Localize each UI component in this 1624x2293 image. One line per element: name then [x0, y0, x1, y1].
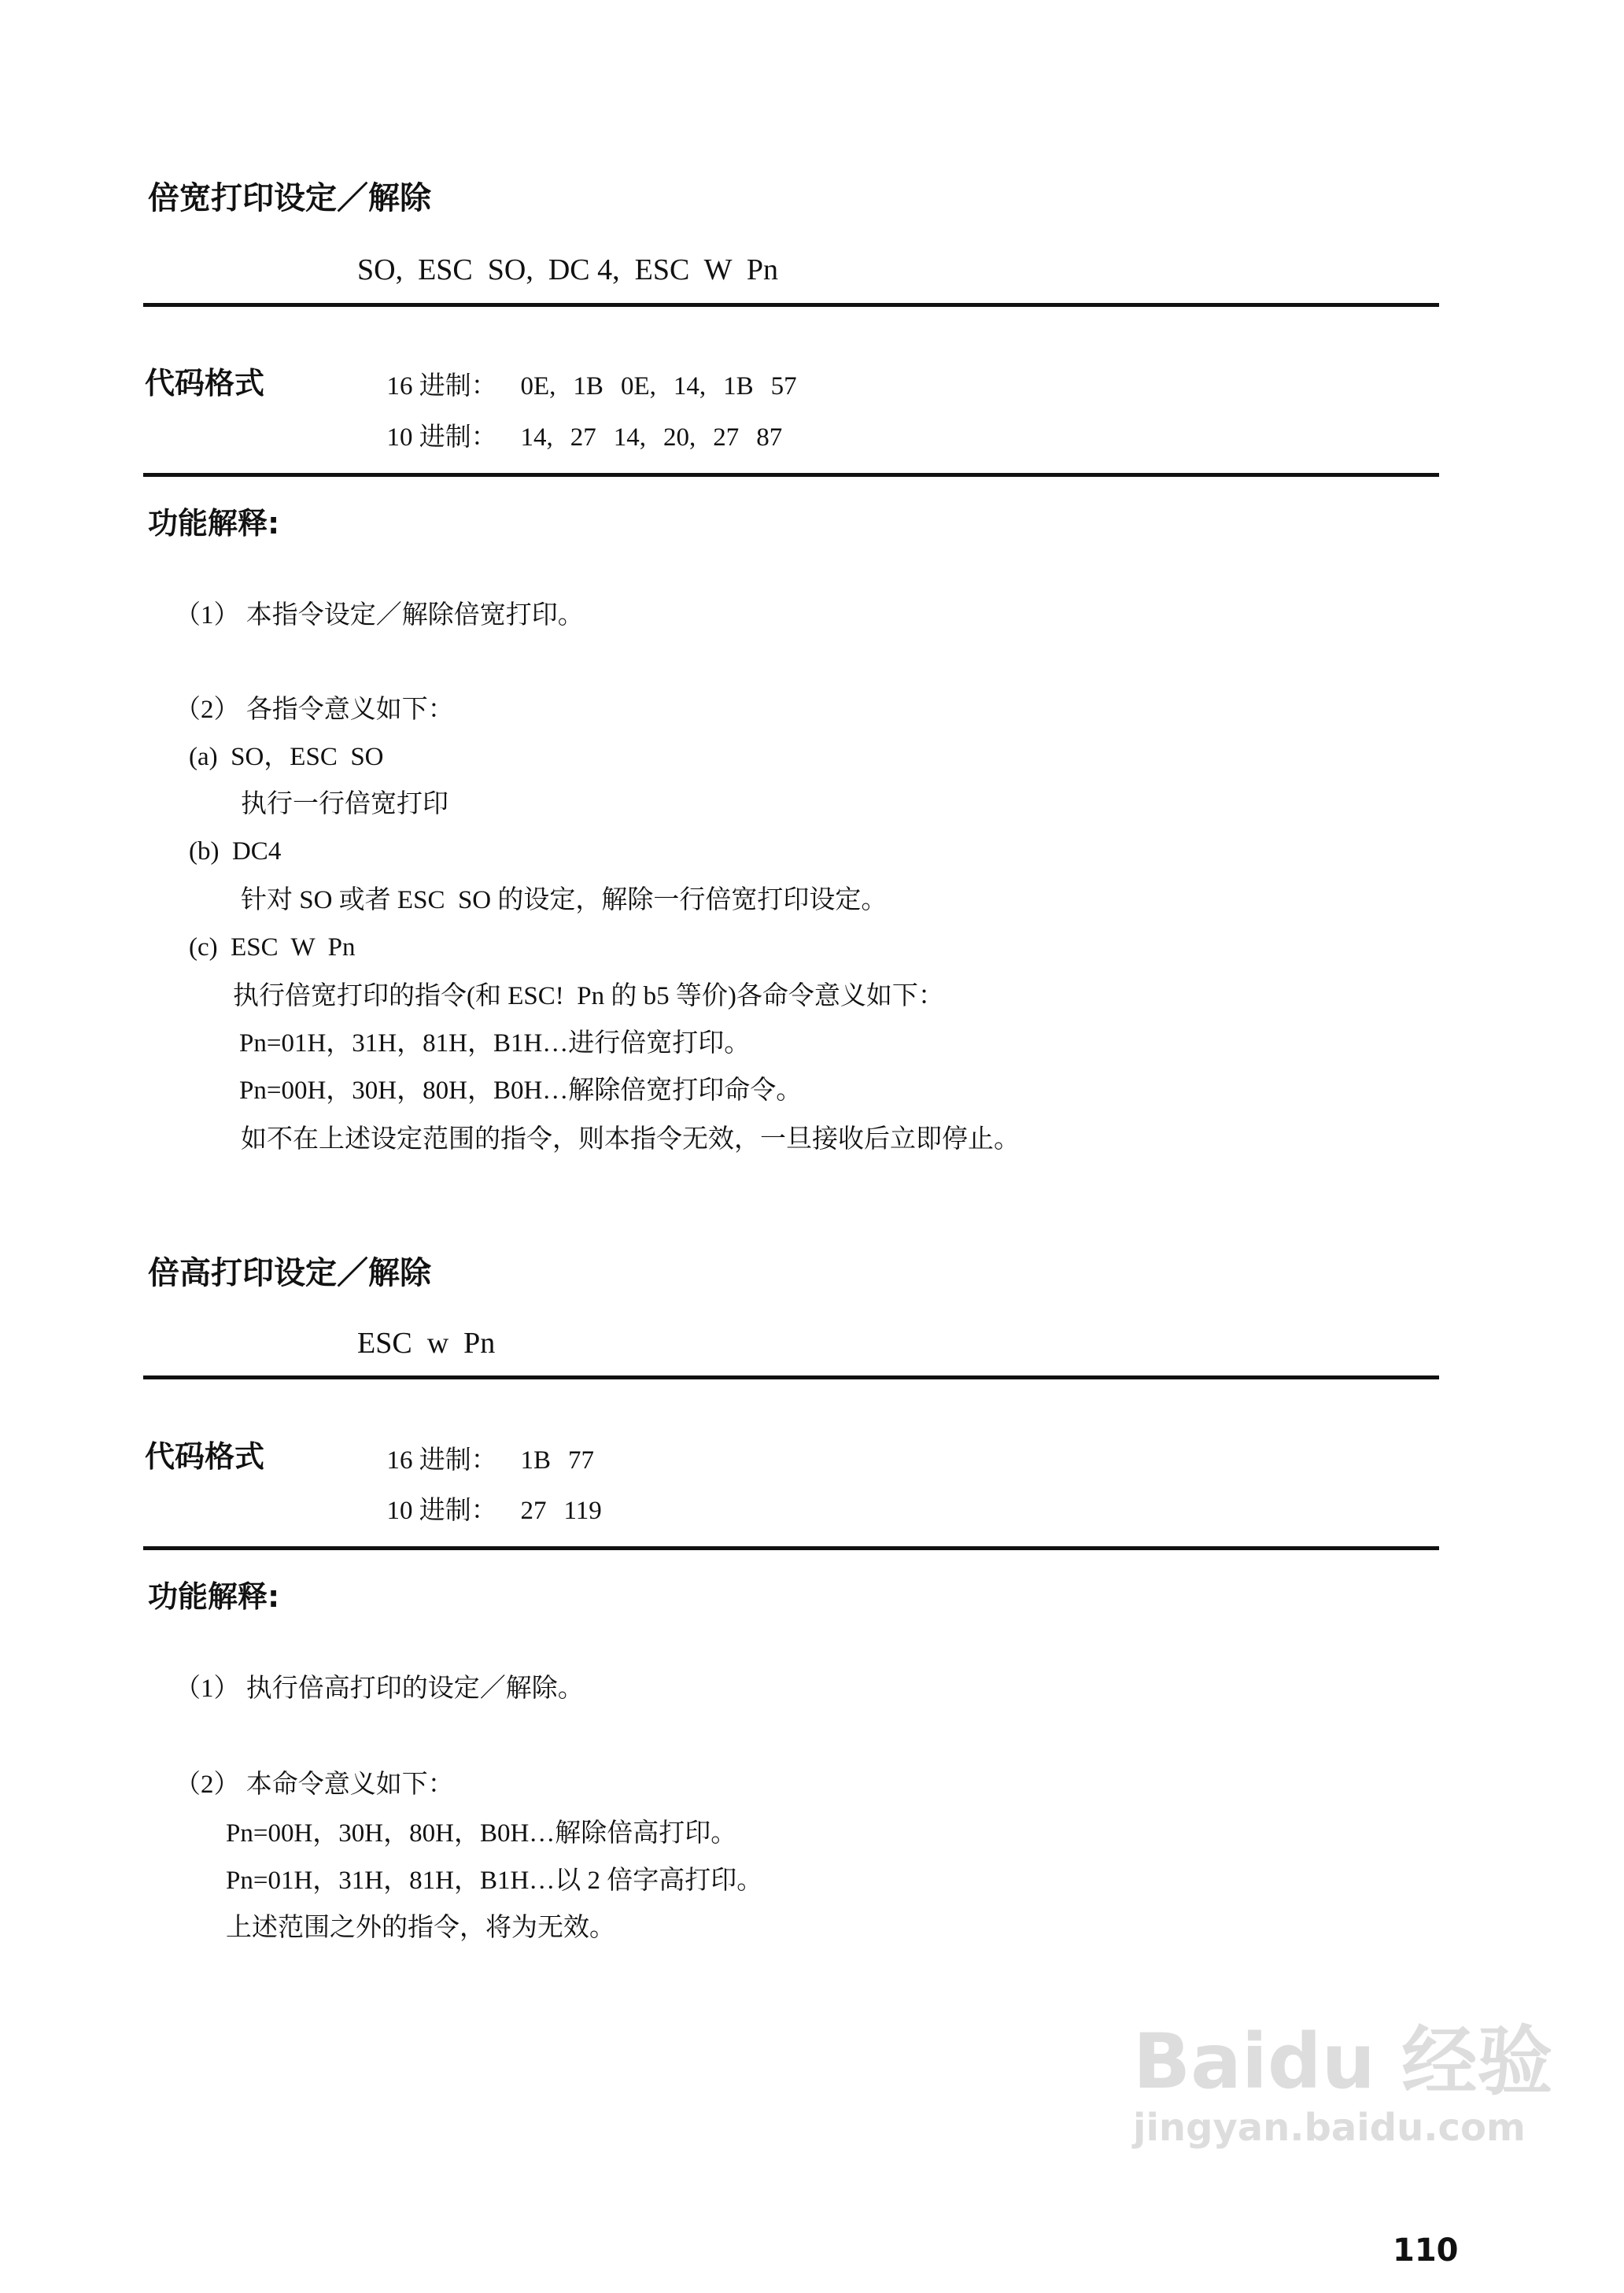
code-value: 14, [613, 423, 646, 452]
watermark-brand: Baidu 经验 [1133, 2018, 1553, 2106]
body-line: （1） 本指令设定／解除倍宽打印。 [175, 601, 584, 630]
code-value: 57 [770, 372, 797, 401]
body-line: (a) SO，ESC SO [189, 743, 384, 771]
code-value: 1B [520, 1446, 552, 1475]
code-value: 0E, [520, 372, 556, 401]
code-value: 87 [756, 423, 783, 452]
body-line: 上述范围之外的指令，将为无效。 [226, 1914, 615, 1942]
dec-label: 10 进制： [386, 1497, 497, 1525]
code-value: 1B [723, 372, 754, 401]
hex-code-row [374, 1422, 611, 1474]
code-format-label: 代码格式 [145, 1439, 265, 1474]
body-line: Pn=00H，30H，80H，B0H…解除倍高打印。 [226, 1819, 737, 1848]
body-line: Pn=00H，30H，80H，B0H…解除倍宽打印命令。 [239, 1076, 803, 1105]
divider [143, 473, 1439, 477]
body-line: 执行倍宽打印的指令(和 ESC! Pn 的 b5 等价)各命令意义如下： [233, 982, 944, 1010]
watermark-url: jingyan.baidu.com [1133, 2105, 1526, 2150]
code-value: 0E, [620, 372, 656, 401]
body-line: 执行一行倍宽打印 [241, 790, 448, 818]
body-line: （2） 本命令意义如下： [175, 1771, 454, 1799]
function-label: 功能解释: [148, 506, 280, 541]
divider [143, 1546, 1439, 1550]
code-value: 119 [563, 1497, 602, 1525]
page-number: 110 [1393, 2232, 1459, 2269]
hex-label: 16 进制： [386, 1446, 497, 1475]
body-line: （2） 各指令意义如下： [175, 696, 454, 724]
dec-code-row [374, 1472, 619, 1524]
dec-code-row [374, 399, 799, 451]
function-label: 功能解释: [148, 1579, 280, 1614]
body-line: (b) DC4 [189, 837, 282, 866]
body-line: 如不在上述设定范围的指令，则本指令无效，一旦接收后立即停止。 [241, 1125, 1020, 1154]
code-value: 27 [570, 423, 596, 452]
body-line: （1） 执行倍高打印的设定／解除。 [175, 1675, 584, 1703]
code-value: 1B [573, 372, 603, 401]
dec-label: 10 进制： [386, 423, 497, 452]
section-title: 倍高打印设定／解除 [148, 1255, 431, 1291]
divider [143, 303, 1439, 307]
body-line: Pn=01H，31H，81H，B1H…以 2 倍字高打印。 [226, 1867, 763, 1895]
body-line: 针对 SO 或者 ESC SO 的设定，解除一行倍宽打印设定。 [241, 886, 888, 914]
code-value: 14, [520, 423, 553, 452]
code-value: 27 [520, 1497, 547, 1525]
code-value: 77 [568, 1446, 595, 1475]
divider [143, 1375, 1439, 1379]
command-syntax: SO, ESC SO, DC 4, ESC W Pn [357, 253, 778, 286]
hex-code-row [374, 348, 814, 400]
hex-label: 16 进制： [386, 372, 497, 401]
section-title: 倍宽打印设定／解除 [148, 180, 431, 216]
body-line: (c) ESC W Pn [189, 933, 356, 962]
command-syntax: ESC w Pn [357, 1327, 496, 1360]
body-line: Pn=01H，31H，81H，B1H…进行倍宽打印。 [239, 1029, 751, 1058]
code-value: 14, [673, 372, 707, 401]
code-value: 27 [713, 423, 740, 452]
code-format-label: 代码格式 [145, 366, 265, 401]
code-value: 20, [663, 423, 696, 452]
baidu-watermark-logo [1133, 2018, 1553, 2150]
